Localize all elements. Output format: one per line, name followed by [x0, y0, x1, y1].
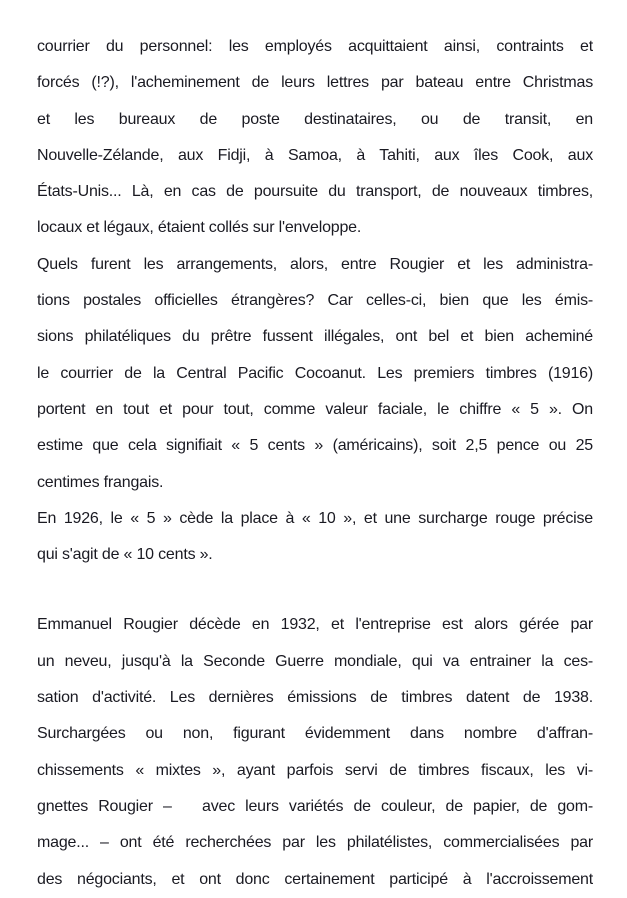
text-line: Quels furent les arrangements, alors, entre Rougier et les administra- [37, 255, 593, 273]
paragraph-3 [37, 501, 593, 574]
paragraph-2 [37, 247, 593, 501]
text-line: le courrier de la Central Pacific Cocoanut. Les premiers timbres (1916) [37, 364, 593, 382]
text-line: et les bureaux de poste destinataires, ou de transit, en [37, 110, 593, 128]
text-line: courrier du personnel: les employés acquittaient ainsi, contraints et [37, 38, 593, 55]
text-line: estime que cela signifiait « 5 cents » (américains), soit 2,5 pence ou 25 [37, 437, 593, 455]
text-line: Surchargées ou non, figurant évidemment dans nombre d'affran- [37, 725, 593, 743]
text-line: centimes frangais. [37, 473, 164, 491]
text-line: Nouvelle-Zélande, aux Fidji, à Samoa, à Tahiti, aux îles Cook, aux [37, 146, 593, 164]
text-line: chissements « mixtes », ayant parfois servi de timbres fiscaux, les vi- [37, 761, 593, 779]
paragraph-1 [37, 29, 593, 247]
text-line: mage... – ont été recherchées par les philatélistes, commercialisées par [37, 834, 593, 852]
text-line: portent en tout et pour tout, comme valeur faciale, le chiffre « 5 ». On [37, 400, 593, 418]
paragraph-4 [37, 607, 593, 897]
text-line: un neveu, jusqu'à la Seconde Guerre mondiale, qui va entrainer la ces- [37, 652, 593, 670]
text-line: gnettes Rougier – avec leurs variétés de couleur, de papier, de gom- [37, 797, 593, 815]
text-line: En 1926, le « 5 » cède la place à « 10 », et une surcharge rouge précise [37, 509, 593, 527]
text-line: Emmanuel Rougier décède en 1932, et l'entreprise est alors gérée par [37, 616, 593, 634]
text-line: qui s'agit de « 10 cents ». [37, 546, 213, 564]
text-line: locaux et légaux, étaient collés sur l'enveloppe. [37, 219, 362, 237]
text-line: sions philatéliques du prêtre fussent illégales, ont bel et bien acheminé [37, 328, 593, 346]
text-line: sation d'activité. Les dernières émissions de timbres datent de 1938. [37, 689, 593, 707]
text-line: tions postales officielles étrangères? Car celles-ci, bien que les émis- [37, 292, 593, 310]
text-line: forcés (!?), l'acheminement de leurs lettres par bateau entre Christmas [37, 74, 593, 92]
text-line: États-Unis... Là, en cas de poursuite du transport, de nouveaux timbres, [37, 183, 593, 201]
text-line: des négociants, et ont donc certainement participé à l'accroissement [37, 870, 593, 888]
